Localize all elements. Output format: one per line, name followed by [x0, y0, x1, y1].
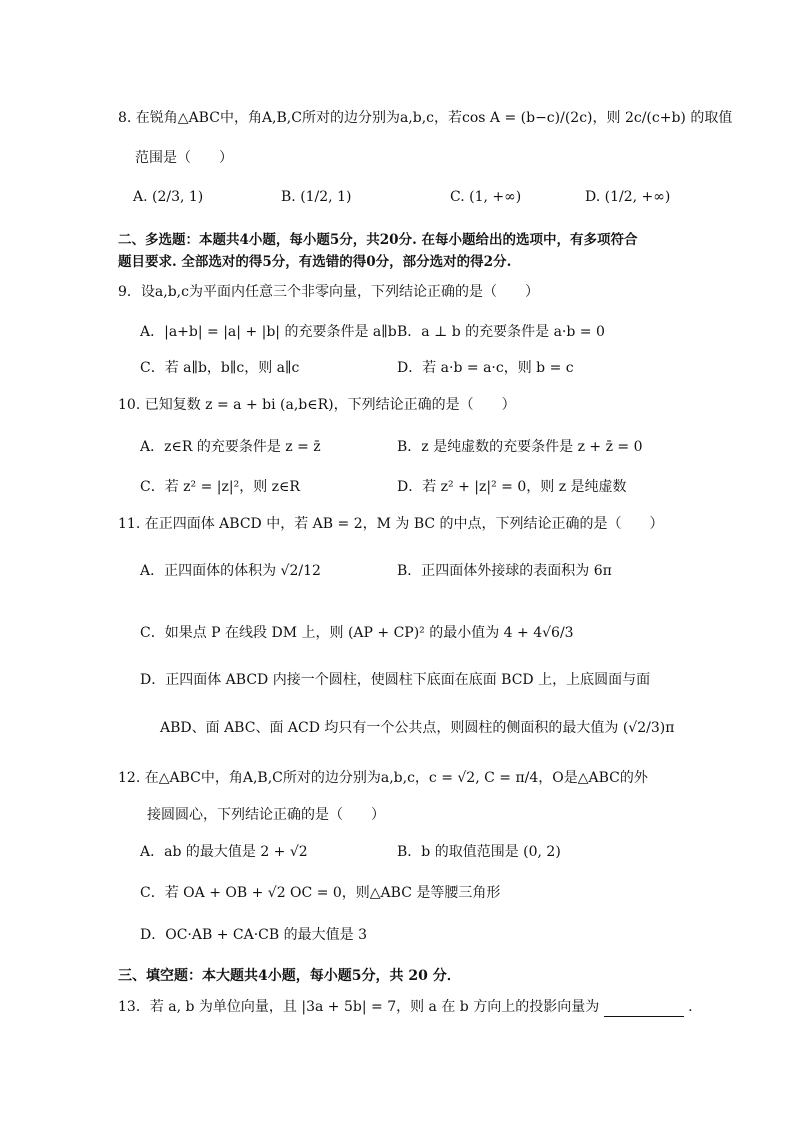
q12-option-d: D．OC·AB + CA·CB 的最大值是 3: [140, 927, 367, 943]
q11-option-d-line2: ABD、面 ABC、面 ACD 均只有一个公共点，则圆柱的侧面积的最大值为 (√2/3)π: [160, 720, 675, 736]
q9-option-b: B．a ⊥ b 的充要条件是 a·b = 0: [397, 324, 605, 340]
q8-option-a: A. (2/3, 1): [133, 189, 204, 205]
q12-option-b: B．b 的取值范围是 (0, 2): [397, 844, 561, 860]
q12-stem-line2: 接圆圆心，下列结论正确的是（ ）: [147, 807, 385, 823]
section2-header-line2: 题目要求. 全部选对的得5分，有选错的得0分，部分选对的得2分.: [118, 254, 512, 270]
q13-stem-text: 13．若 a, b 为单位向量，且 |3a + 5b| = 7，则 a 在 b 方向上的投影向量为: [118, 999, 600, 1015]
q11-option-b: B．正四面体外接球的表面积为 6π: [397, 563, 612, 579]
q13-stem-end: .: [688, 999, 693, 1015]
q8-stem-line1: 8. 在锐角△ABC中，角A,B,C所对的边分别为a,b,c，若cos A = (b−c)/(2c)，则 2c/(c+b) 的取值: [118, 110, 733, 126]
q13-answer-blank: [604, 1002, 684, 1017]
q11-option-a: A．正四面体的体积为 √2/12: [140, 563, 321, 579]
q10-option-a: A．z∈R 的充要条件是 z = z̄: [140, 439, 321, 455]
q10-option-c: C．若 z² = |z|²，则 z∈R: [140, 479, 300, 495]
q9-option-c: C．若 a∥b，b∥c，则 a∥c: [140, 360, 300, 376]
q13-stem: [118, 997, 693, 1017]
section2-header-line1: 二、多选题：本题共4小题，每小题5分，共20分. 在每小题给出的选项中，有多项符合: [118, 232, 638, 248]
q10-stem: 10. 已知复数 z = a + bi (a,b∈R)，下列结论正确的是（ ）: [118, 397, 516, 413]
q12-option-c: C．若 OA + OB + √2 OC = 0，则△ABC 是等腰三角形: [140, 885, 501, 901]
q9-option-d: D．若 a·b = a·c，则 b = c: [397, 360, 574, 376]
q11-option-d-line1: D．正四面体 ABCD 内接一个圆柱，使圆柱下底面在底面 BCD 上，上底圆面与面: [140, 672, 651, 688]
q9-option-a: A．|a+b| = |a| + |b| 的充要条件是 a∥b: [140, 324, 397, 340]
q11-stem: 11. 在正四面体 ABCD 中，若 AB = 2，M 为 BC 的中点，下列结论正确的是（ ）: [118, 516, 664, 532]
q8-stem-line2: 范围是（ ）: [135, 150, 233, 166]
q12-stem-line1: 12. 在△ABC中，角A,B,C所对的边分别为a,b,c，c = √2, C = π/4，O是△ABC的外: [118, 770, 648, 786]
q11-option-c: C．如果点 P 在线段 DM 上，则 (AP + CP)² 的最小值为 4 + 4√6/3: [140, 625, 574, 641]
section3-header: 三、填空题：本大题共4小题，每小题5分，共 20 分．: [118, 968, 461, 984]
q9-stem: 9．设a,b,c为平面内任意三个非零向量，下列结论正确的是（ ）: [118, 284, 539, 300]
q12-option-a: A．ab 的最大值是 2 + √2: [140, 844, 308, 860]
q10-option-b: B．z 是纯虚数的充要条件是 z + z̄ = 0: [397, 439, 643, 455]
q8-option-c: C. (1, +∞): [450, 189, 522, 205]
q8-option-b: B. (1/2, 1): [281, 189, 352, 205]
q10-option-d: D．若 z² + |z|² = 0，则 z 是纯虚数: [397, 479, 627, 495]
q8-option-d: D. (1/2, +∞): [585, 189, 671, 205]
